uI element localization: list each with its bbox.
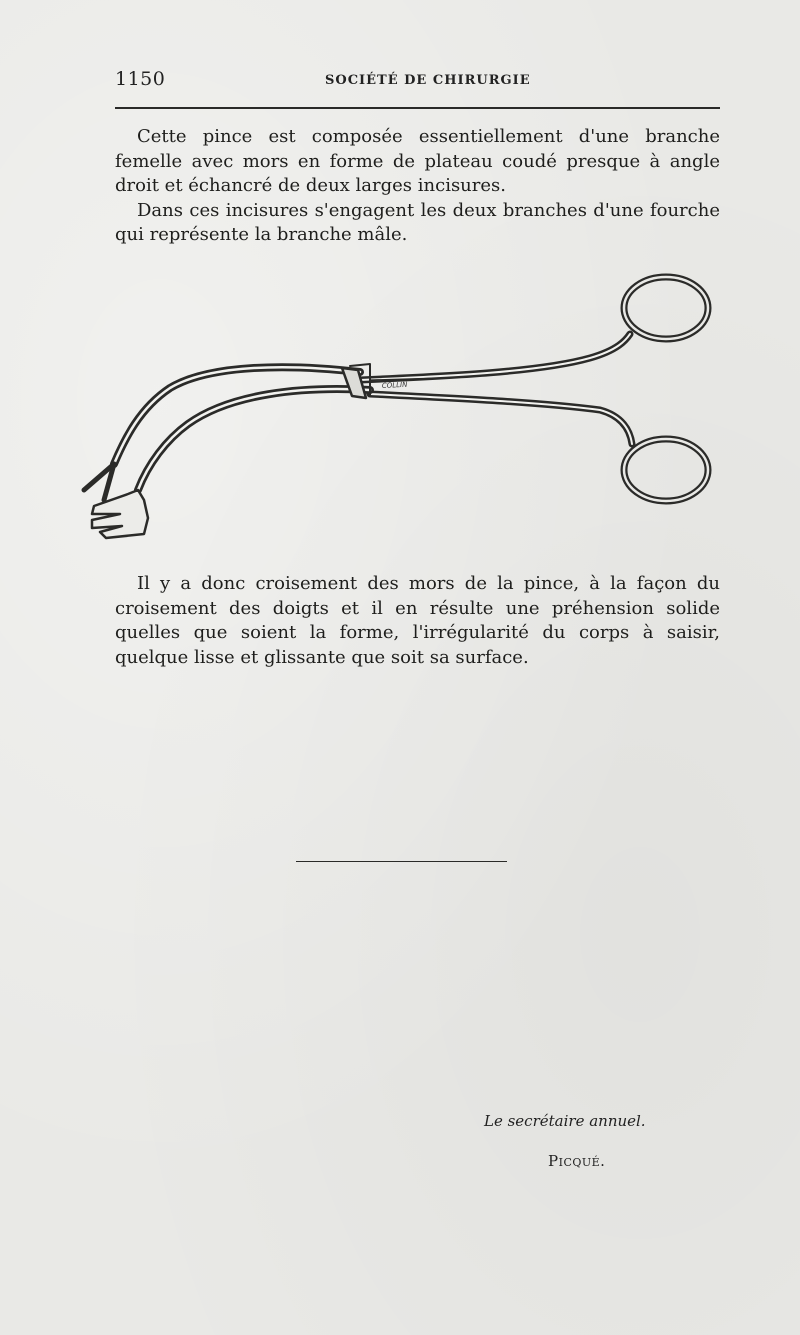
signoff-title: Le secrétaire annuel.	[484, 1112, 646, 1130]
section-end-rule	[296, 861, 507, 862]
forceps-illustration	[70, 268, 720, 548]
header-rule	[115, 107, 720, 109]
paragraph: Il y a donc croisement des mors de la pince, à la façon du croisement des doigts et il en résulte une préhension solide quelles que soient la forme, l'irrégularité du corps à saisir, quelque lisse et glissante que soit sa surface.	[115, 573, 720, 668]
running-head: SOCIÉTÉ DE CHIRURGIE	[325, 73, 531, 88]
forceps-drawing	[70, 268, 720, 548]
paragraph: Cette pince est composée essentiellement d'une branche femelle avec mors en forme de plateau coudé presque à angle droit et échancré de deux larges incisures.	[115, 126, 720, 196]
page-header	[115, 68, 720, 92]
paragraph: Dans ces incisures s'engagent les deux branches d'une fourche qui représente la branche mâle.	[115, 199, 720, 245]
page-number: 1150	[115, 68, 166, 90]
text-block-bottom	[115, 572, 720, 670]
engraving-label: COLLIN	[381, 380, 408, 390]
text-block-top	[115, 125, 720, 248]
signoff-name: Picqué.	[548, 1152, 606, 1170]
